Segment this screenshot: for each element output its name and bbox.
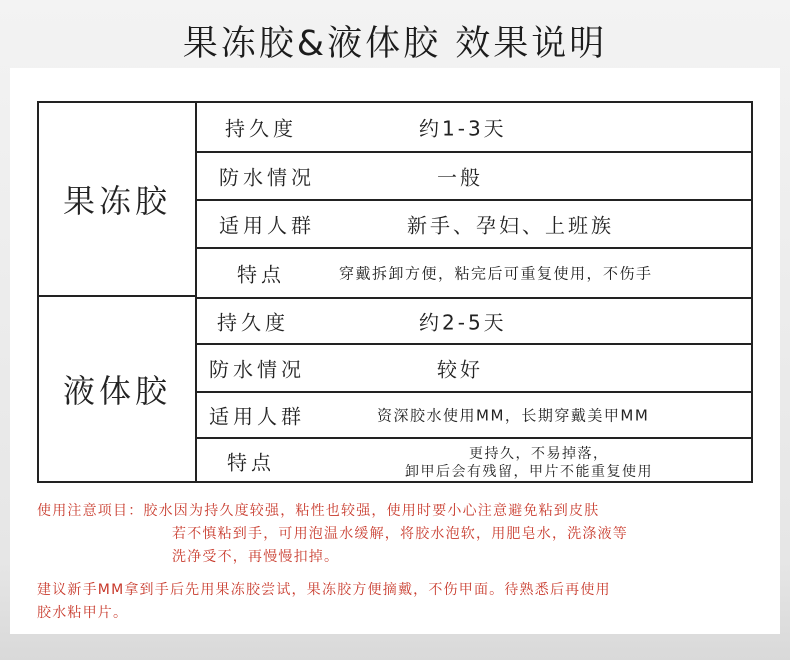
row-key: 适用人群	[219, 213, 315, 238]
row-value: 较好	[437, 357, 483, 382]
row-value: 新手、孕妇、上班族	[407, 213, 614, 238]
row-key: 特点	[227, 450, 275, 475]
row-key: 适用人群	[209, 404, 305, 429]
row-key: 防水情况	[209, 357, 305, 382]
comparison-table	[37, 101, 753, 483]
notes-line-2: 若不慎粘到手，可用泡温水缓解，将胶水泡软，用肥皂水，洗涤液等	[172, 526, 628, 542]
page-title: 果冻胶&液体胶 效果说明	[182, 24, 608, 64]
notes-text: 胶水因为持久度较强，粘性也较强，使用时要小心注意避免粘到皮肤	[143, 503, 600, 519]
notes-line-3: 洗净受不，再慢慢扣掉。	[172, 549, 340, 565]
row-value: 资深胶水使用MM，长期穿戴美甲MM	[377, 406, 650, 425]
table-row	[197, 439, 751, 483]
table-row	[197, 393, 751, 439]
group-label-jelly-glue: 果冻胶	[39, 103, 197, 297]
row-value: 穿戴拆卸方便，粘完后可重复使用，不伤手	[339, 264, 653, 283]
notes-line-5: 胶水粘甲片。	[37, 605, 129, 621]
row-key: 持久度	[217, 310, 289, 335]
row-value-line1: 更持久，不易掉落，	[469, 446, 609, 462]
row-value: 约2-5天	[419, 310, 507, 335]
table-row	[197, 103, 751, 153]
table-row	[197, 201, 751, 249]
row-key: 特点	[237, 262, 285, 287]
notes-line-1	[37, 500, 767, 523]
row-value: 约1-3天	[419, 116, 507, 141]
table-row	[197, 345, 751, 393]
row-key: 持久度	[225, 116, 297, 141]
row-key: 防水情况	[219, 165, 315, 190]
notes-label: 使用注意项目：	[37, 503, 144, 519]
usage-notes	[37, 500, 767, 625]
row-value-line2: 卸甲后会有残留，甲片不能重复使用	[405, 464, 653, 480]
group-label-liquid-glue: 液体胶	[39, 297, 197, 481]
table-row	[197, 297, 751, 345]
table-row	[197, 249, 751, 297]
row-value: 一般	[437, 165, 483, 190]
notes-line-4: 建议新手MM拿到手后先用果冻胶尝试，果冻胶方便摘戴，不伤甲面。待熟悉后再使用	[37, 582, 611, 598]
table-row	[197, 153, 751, 201]
